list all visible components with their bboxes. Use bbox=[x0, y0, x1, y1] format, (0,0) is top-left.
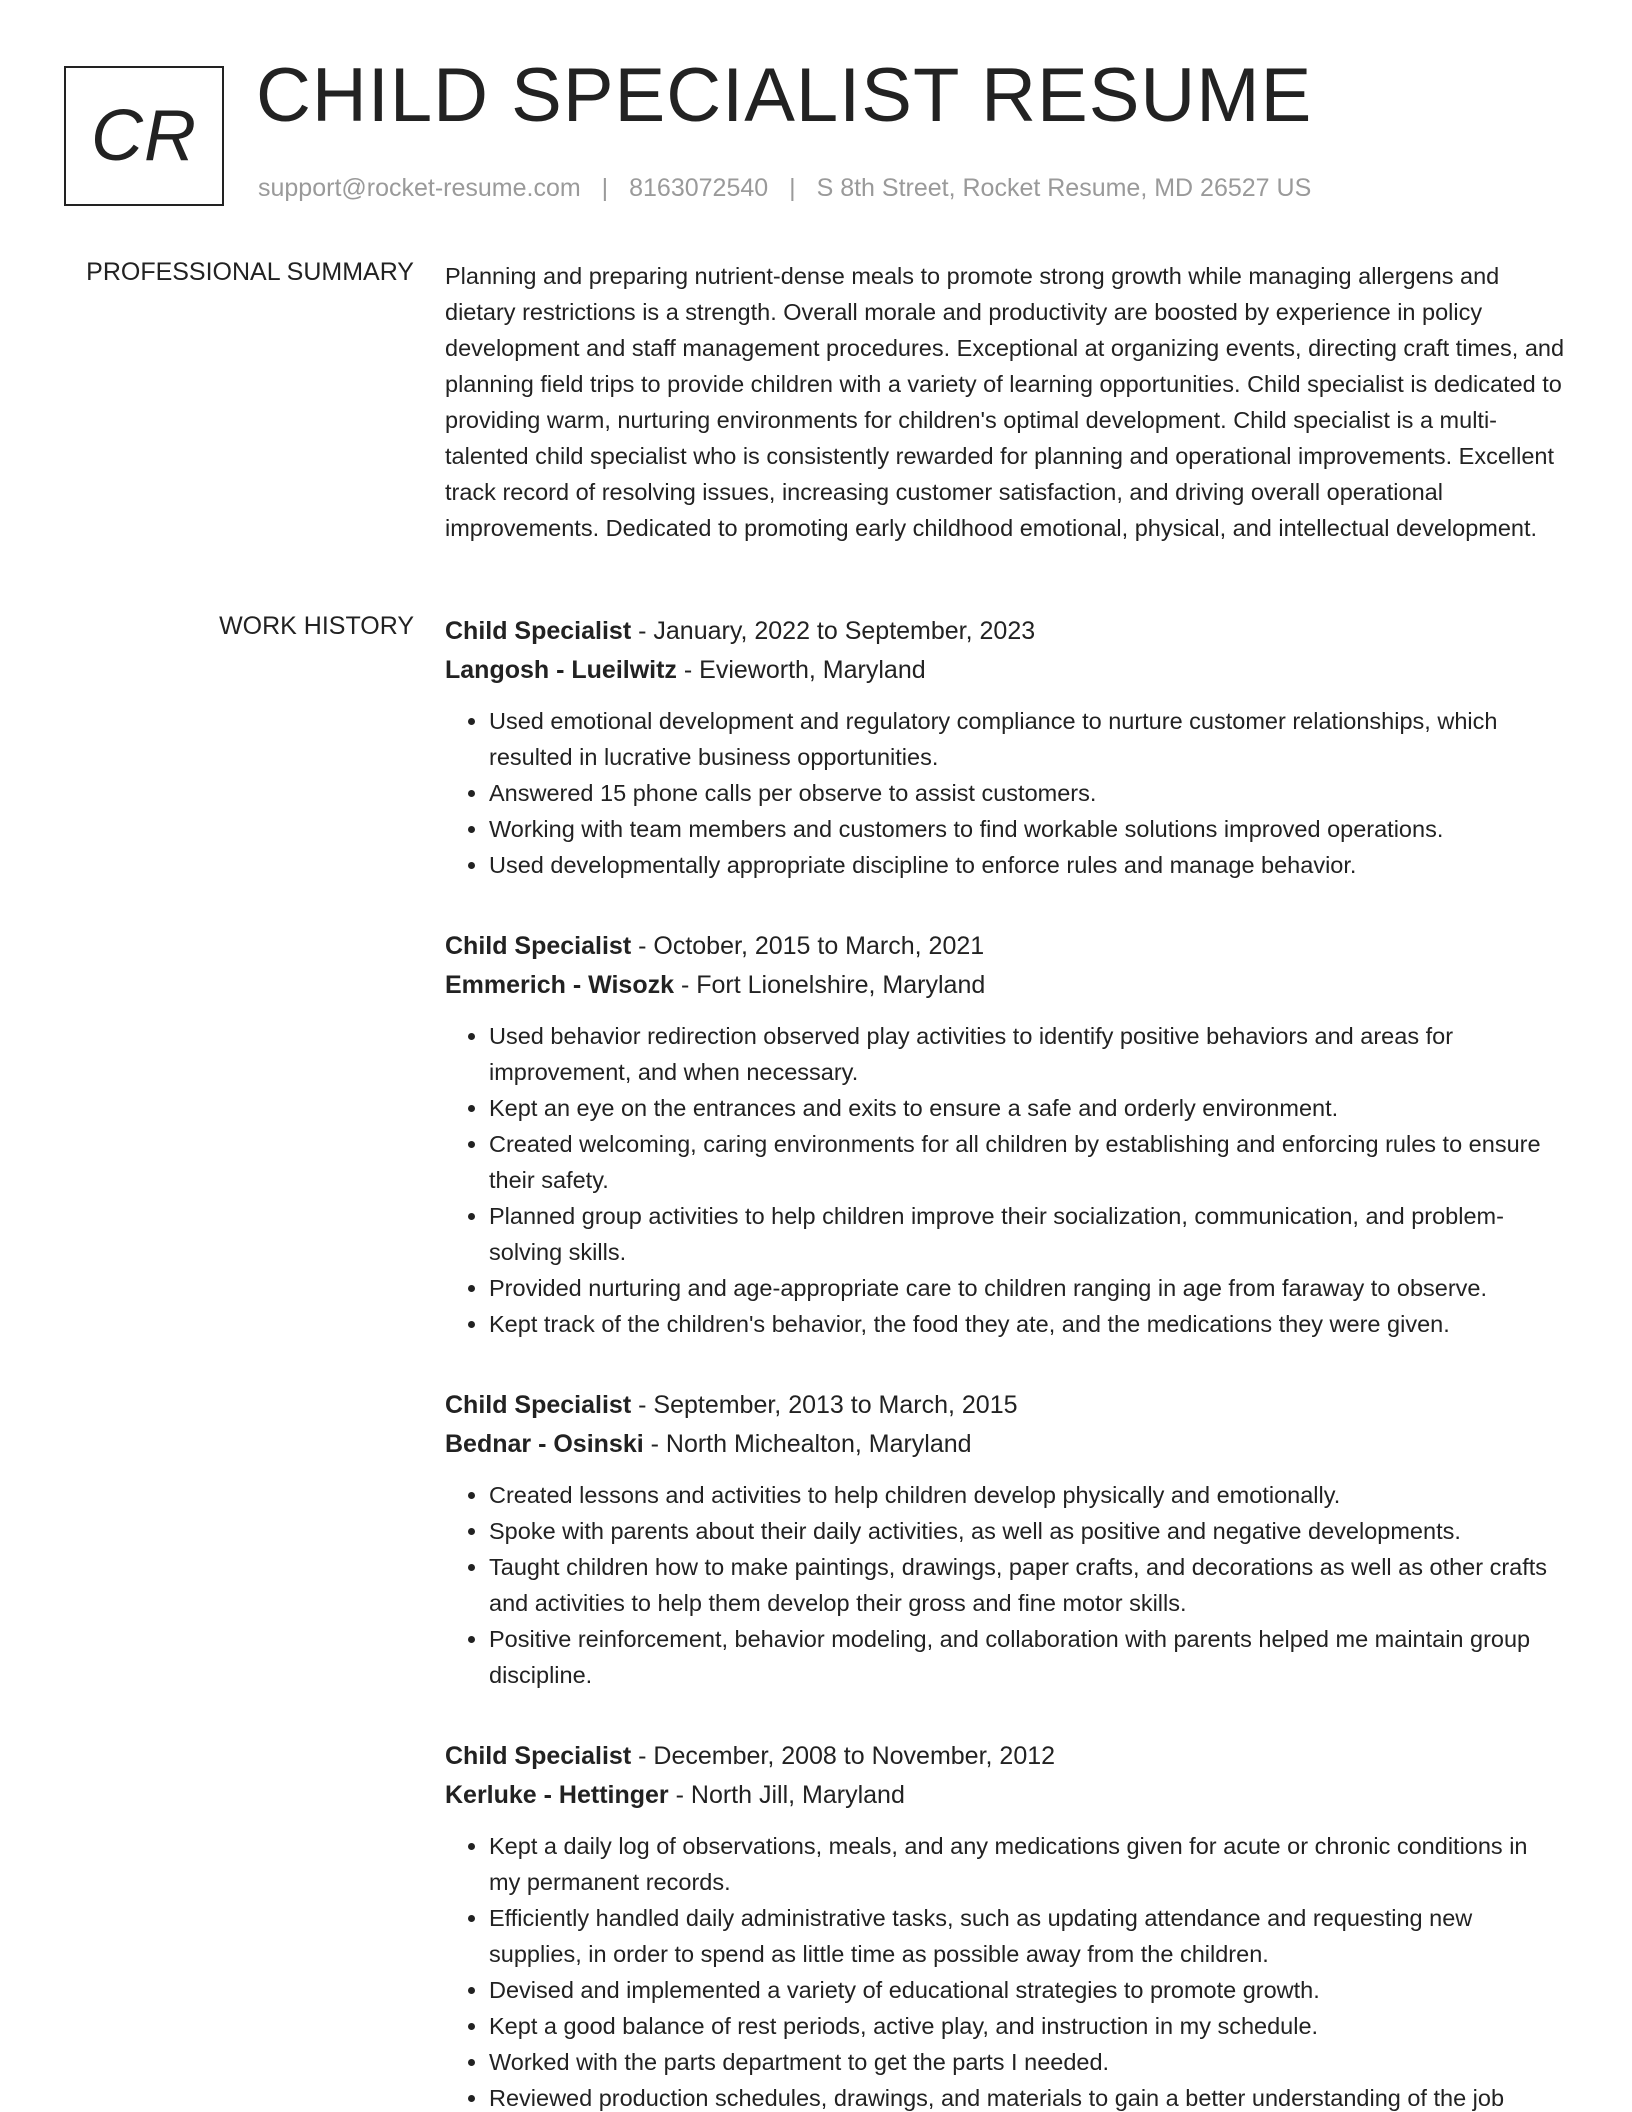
contact-line bbox=[258, 174, 1311, 203]
job-duties-list bbox=[445, 703, 1565, 883]
job-title: Child Specialist bbox=[445, 932, 632, 960]
job-location: - Fort Lionelshire, Maryland bbox=[674, 971, 986, 999]
job-entry bbox=[445, 1737, 1565, 2112]
job-duty: • Kept a daily log of observations, meals, and any medications given for acute or chronic conditions in my permanent records. bbox=[489, 1828, 1565, 1900]
contact-separator: | bbox=[601, 174, 609, 202]
job-duty: • Spoke with parents about their daily activities, as well as positive and negative developments. bbox=[489, 1513, 1565, 1549]
job-title-line bbox=[445, 1737, 1565, 1776]
job-company-line bbox=[445, 1776, 1565, 1815]
job-duties-list bbox=[445, 1477, 1565, 1693]
job-company: Emmerich - Wisozk bbox=[445, 971, 675, 999]
job-duty: • Positive reinforcement, behavior modeling, and collaboration with parents helped me maintain group discipline. bbox=[489, 1621, 1565, 1693]
job-duty: • Used developmentally appropriate discipline to enforce rules and manage behavior. bbox=[489, 847, 1565, 883]
job-duty: • Taught children how to make paintings, drawings, paper crafts, and decorations as well as other crafts and activities to help them develop their gross and fine motor skills. bbox=[489, 1549, 1565, 1621]
professional-summary-heading: PROFESSIONAL SUMMARY bbox=[86, 258, 414, 286]
job-duty: • Created welcoming, caring environments for all children by establishing and enforcing rules to ensure their safety. bbox=[489, 1126, 1565, 1198]
job-company: Langosh - Lueilwitz bbox=[445, 656, 677, 684]
professional-summary-text: Planning and preparing nutrient-dense meals to promote strong growth while managing allergens and dietary restrictions is a strength. Overall morale and productivity are boosted by experience in policy development and staff management procedures. Exceptional at organizing events, directing craft times, and planning field trips to provide children with a variety of learning opportunities. Child specialist is dedicated to providing warm, nurturing environments for children's optimal development. Child specialist is a multi-talented child specialist who is consistently rewarded for planning and operational improvements. Excellent track record of resolving issues, increasing customer satisfaction, and driving overall operational improvements. Dedicated to promoting early childhood emotional, physical, and intellectual development. bbox=[445, 263, 1565, 541]
job-title-line bbox=[445, 612, 1565, 651]
contact-phone[interactable]: 8163072540 bbox=[629, 174, 769, 202]
contact-address: S 8th Street, Rocket Resume, MD 26527 US bbox=[816, 174, 1312, 202]
job-entry bbox=[445, 927, 1565, 1342]
job-company: Bednar - Osinski bbox=[445, 1430, 644, 1458]
job-duty: • Planned group activities to help children improve their socialization, communication, and problem-solving skills. bbox=[489, 1198, 1565, 1270]
job-title: Child Specialist bbox=[445, 617, 632, 645]
job-duty: • Used emotional development and regulatory compliance to nurture customer relationships, which resulted in lucrative business opportunities. bbox=[489, 703, 1565, 775]
job-duty: • Devised and implemented a variety of educational strategies to promote growth. bbox=[489, 1972, 1565, 2008]
job-duty: • Kept an eye on the entrances and exits to ensure a safe and orderly environment. bbox=[489, 1090, 1565, 1126]
contact-email[interactable]: support@rocket-resume.com bbox=[258, 174, 581, 202]
job-duty: • Used behavior redirection observed play activities to identify positive behaviors and areas for improvement, and when necessary. bbox=[489, 1018, 1565, 1090]
job-location: - North Michealton, Maryland bbox=[643, 1430, 972, 1458]
job-dates: - January, 2022 to September, 2023 bbox=[631, 617, 1036, 645]
monogram-box bbox=[64, 66, 224, 206]
job-location: - Evieworth, Maryland bbox=[676, 656, 926, 684]
job-title-line bbox=[445, 927, 1565, 966]
job-duty: • Working with team members and customers to find workable solutions improved operations. bbox=[489, 811, 1565, 847]
job-title: Child Specialist bbox=[445, 1742, 632, 1770]
job-dates: - September, 2013 to March, 2015 bbox=[631, 1391, 1018, 1419]
resume-title: CHILD SPECIALIST RESUME bbox=[256, 53, 1313, 138]
work-history-list bbox=[445, 612, 1565, 2112]
job-company-line bbox=[445, 1425, 1565, 1464]
job-title: Child Specialist bbox=[445, 1391, 632, 1419]
job-duty: • Worked with the parts department to get the parts I needed. bbox=[489, 2044, 1565, 2080]
job-entry bbox=[445, 612, 1565, 883]
job-company-line bbox=[445, 651, 1565, 690]
job-title-line bbox=[445, 1386, 1565, 1425]
job-duties-list bbox=[445, 1828, 1565, 2112]
monogram-initials: CR bbox=[91, 96, 197, 176]
job-duty: • Created lessons and activities to help children develop physically and emotionally. bbox=[489, 1477, 1565, 1513]
job-duty: • Reviewed production schedules, drawings, and materials to gain a better understanding of the job bbox=[489, 2080, 1565, 2112]
job-company-line bbox=[445, 966, 1565, 1005]
job-duty: • Answered 15 phone calls per observe to assist customers. bbox=[489, 775, 1565, 811]
job-dates: - October, 2015 to March, 2021 bbox=[631, 932, 985, 960]
job-duties-list bbox=[445, 1018, 1565, 1342]
contact-separator: | bbox=[789, 174, 796, 202]
job-dates: - December, 2008 to November, 2012 bbox=[631, 1742, 1056, 1770]
job-company: Kerluke - Hettinger bbox=[445, 1781, 669, 1809]
work-history-heading: WORK HISTORY bbox=[219, 612, 414, 640]
job-duty: • Kept a good balance of rest periods, active play, and instruction in my schedule. bbox=[489, 2008, 1565, 2044]
job-duty: • Kept track of the children's behavior, the food they ate, and the medications they were given. bbox=[489, 1306, 1565, 1342]
job-duty: • Provided nurturing and age-appropriate care to children ranging in age from faraway to observe. bbox=[489, 1270, 1565, 1306]
job-location: - North Jill, Maryland bbox=[668, 1781, 905, 1809]
job-duty: • Efficiently handled daily administrative tasks, such as updating attendance and requesting new supplies, in order to spend as little time as possible away from the children. bbox=[489, 1900, 1565, 1972]
job-entry bbox=[445, 1386, 1565, 1693]
